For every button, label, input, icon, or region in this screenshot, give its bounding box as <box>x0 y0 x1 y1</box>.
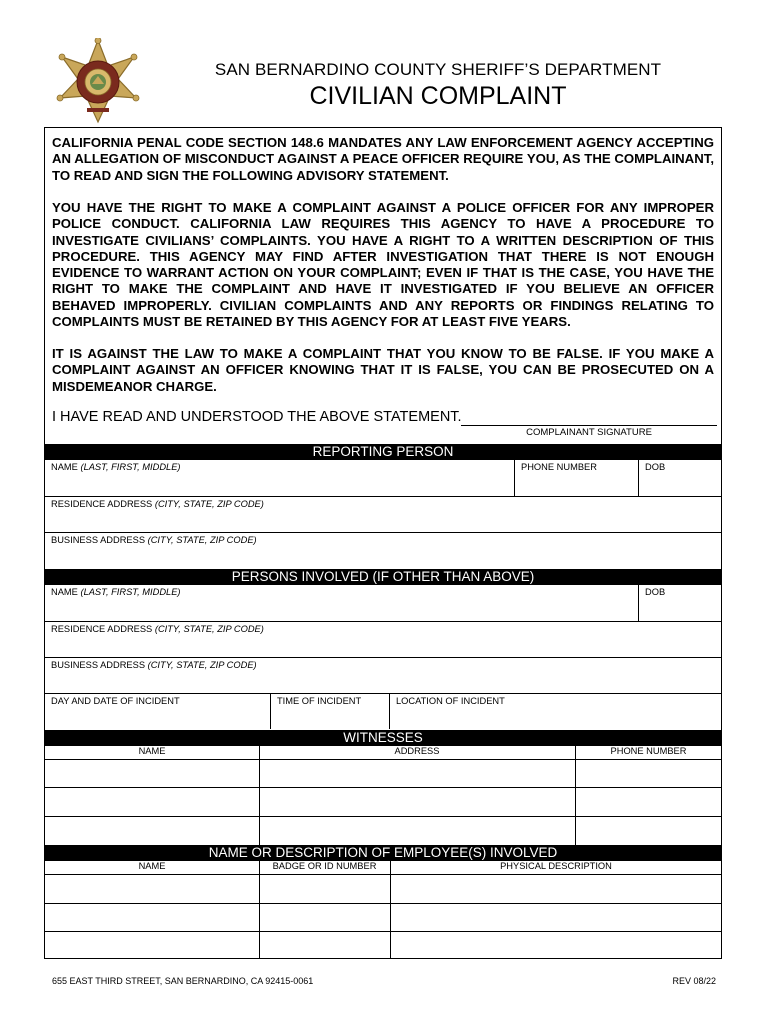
incident-day-date-label: DAY AND DATE OF INCIDENT <box>51 696 180 706</box>
witness-name-header: NAME <box>138 746 166 756</box>
reporting-residence-hint: (CITY, STATE, ZIP CODE) <box>154 499 264 509</box>
reporting-name-hint: (LAST, FIRST, MIDDLE) <box>80 462 181 472</box>
involved-residence-hint: (CITY, STATE, ZIP CODE) <box>154 624 264 634</box>
involved-business-label: BUSINESS ADDRESS <box>51 660 146 670</box>
involved-business-hint: (CITY, STATE, ZIP CODE) <box>147 660 257 670</box>
sheriff-badge-logo <box>54 38 142 126</box>
involved-business-field[interactable] <box>45 657 722 693</box>
involved-name-label: NAME <box>51 587 78 597</box>
witness-row[interactable] <box>45 816 721 817</box>
involved-name-hint: (LAST, FIRST, MIDDLE) <box>80 587 181 597</box>
witness-row[interactable] <box>45 787 721 788</box>
witnesses-heading: WITNESSES <box>45 730 721 746</box>
form-title: CIVILIAN COMPLAINT <box>309 82 567 110</box>
footer-revision: REV 08/22 <box>672 976 716 986</box>
involved-residence-field[interactable] <box>45 621 722 657</box>
incident-location-label: LOCATION OF INCIDENT <box>396 696 505 706</box>
witness-col-divider <box>575 746 576 845</box>
employee-row[interactable] <box>45 931 721 932</box>
involved-dob-field[interactable] <box>638 585 722 621</box>
incident-day-date-field[interactable] <box>45 693 271 729</box>
involved-dob-label: DOB <box>645 587 666 597</box>
reporting-phone-field[interactable] <box>514 460 639 496</box>
reporting-business-hint: (CITY, STATE, ZIP CODE) <box>147 535 257 545</box>
reporting-person-heading: REPORTING PERSON <box>45 444 721 460</box>
reporting-residence-label: RESIDENCE ADDRESS <box>51 499 153 509</box>
reporting-residence-field[interactable] <box>45 496 722 532</box>
persons-involved-heading: PERSONS INVOLVED (IF OTHER THAN ABOVE) <box>45 569 721 585</box>
incident-time-field[interactable] <box>270 693 390 729</box>
signature-line[interactable] <box>461 425 717 426</box>
employee-row[interactable] <box>45 874 721 875</box>
reporting-business-field[interactable] <box>45 532 722 568</box>
reporting-business-label: BUSINESS ADDRESS <box>51 535 146 545</box>
acknowledgement-text: I HAVE READ AND UNDERSTOOD THE ABOVE STATEMENT. <box>52 409 462 425</box>
witness-phone-header: PHONE NUMBER <box>610 746 687 756</box>
advisory-intro: CALIFORNIA PENAL CODE SECTION 148.6 MANDATES ANY LAW ENFORCEMENT AGENCY ACCEPTING AN ALLEGATION OF MISCONDUCT AGAINST A PEACE OFFICER REQUIRE YOU, AS THE COMPLAINANT, TO READ AND SIGN THE FOLLOWING ADVISORY STATEMENT. <box>52 135 714 183</box>
incident-location-field[interactable] <box>389 693 722 729</box>
involved-name-field[interactable] <box>45 585 639 621</box>
advisory-rights: YOU HAVE THE RIGHT TO MAKE A COMPLAINT AGAINST A POLICE OFFICER FOR ANY IMPROPER POLICE CONDUCT. CALIFORNIA LAW REQUIRES THIS AGENCY TO HAVE A PROCEDURE TO INVESTIGATE CIVILIANS’ COMPLAINTS. YOU HAVE A RIGHT TO A WRITTEN DESCRIPTION OF THIS PROCEDURE. THIS AGENCY MAY FIND AFTER INVESTIGATION THAT THERE IS NOT ENOUGH EVIDENCE TO WARRANT ACTION ON YOUR COMPLAINT; EVEN IF THAT IS THE CASE, YOU HAVE THE RIGHT TO MAKE THE COMPLAINT AND HAVE IT INVESTIGATED IF YOU BELIEVE AN OFFICER BEHAVED IMPROPERLY. CIVILIAN COMPLAINTS AND ANY REPORTS OR FINDINGS RELATING TO COMPLAINTS MUST BE RETAINED BY THIS AGENCY FOR AT LEAST FIVE YEARS. <box>52 200 714 330</box>
employee-physical-header: PHYSICAL DESCRIPTION <box>500 861 612 871</box>
employee-badge-header: BADGE OR ID NUMBER <box>272 861 377 871</box>
footer-address: 655 EAST THIRD STREET, SAN BERNARDINO, CA 92415-0061 <box>52 976 314 986</box>
reporting-dob-field[interactable] <box>638 460 722 496</box>
employee-name-header: NAME <box>138 861 166 871</box>
employees-heading: NAME OR DESCRIPTION OF EMPLOYEE(S) INVOLVED <box>45 845 721 861</box>
employee-row[interactable] <box>45 903 721 904</box>
witness-address-header: ADDRESS <box>394 746 440 756</box>
incident-time-label: TIME OF INCIDENT <box>277 696 362 706</box>
reporting-dob-label: DOB <box>645 462 666 472</box>
involved-residence-label: RESIDENCE ADDRESS <box>51 624 153 634</box>
employee-col-divider <box>259 861 260 959</box>
department-name: SAN BERNARDINO COUNTY SHERIFF’S DEPARTMENT <box>214 60 662 79</box>
employee-col-divider <box>390 861 391 959</box>
witness-row[interactable] <box>45 759 721 760</box>
reporting-phone-label: PHONE NUMBER <box>521 462 597 472</box>
witness-col-divider <box>259 746 260 845</box>
signature-label: COMPLAINANT SIGNATURE <box>526 427 652 438</box>
reporting-name-label: NAME <box>51 462 78 472</box>
complaint-form <box>44 127 722 959</box>
advisory-false-complaint: IT IS AGAINST THE LAW TO MAKE A COMPLAINT THAT YOU KNOW TO BE FALSE. IF YOU MAKE A COMPLAINT AGAINST AN OFFICER KNOWING THAT IT IS FALSE, YOU CAN BE PROSECUTED ON A MISDEMEANOR CHARGE. <box>52 346 714 394</box>
reporting-name-field[interactable] <box>45 460 515 496</box>
